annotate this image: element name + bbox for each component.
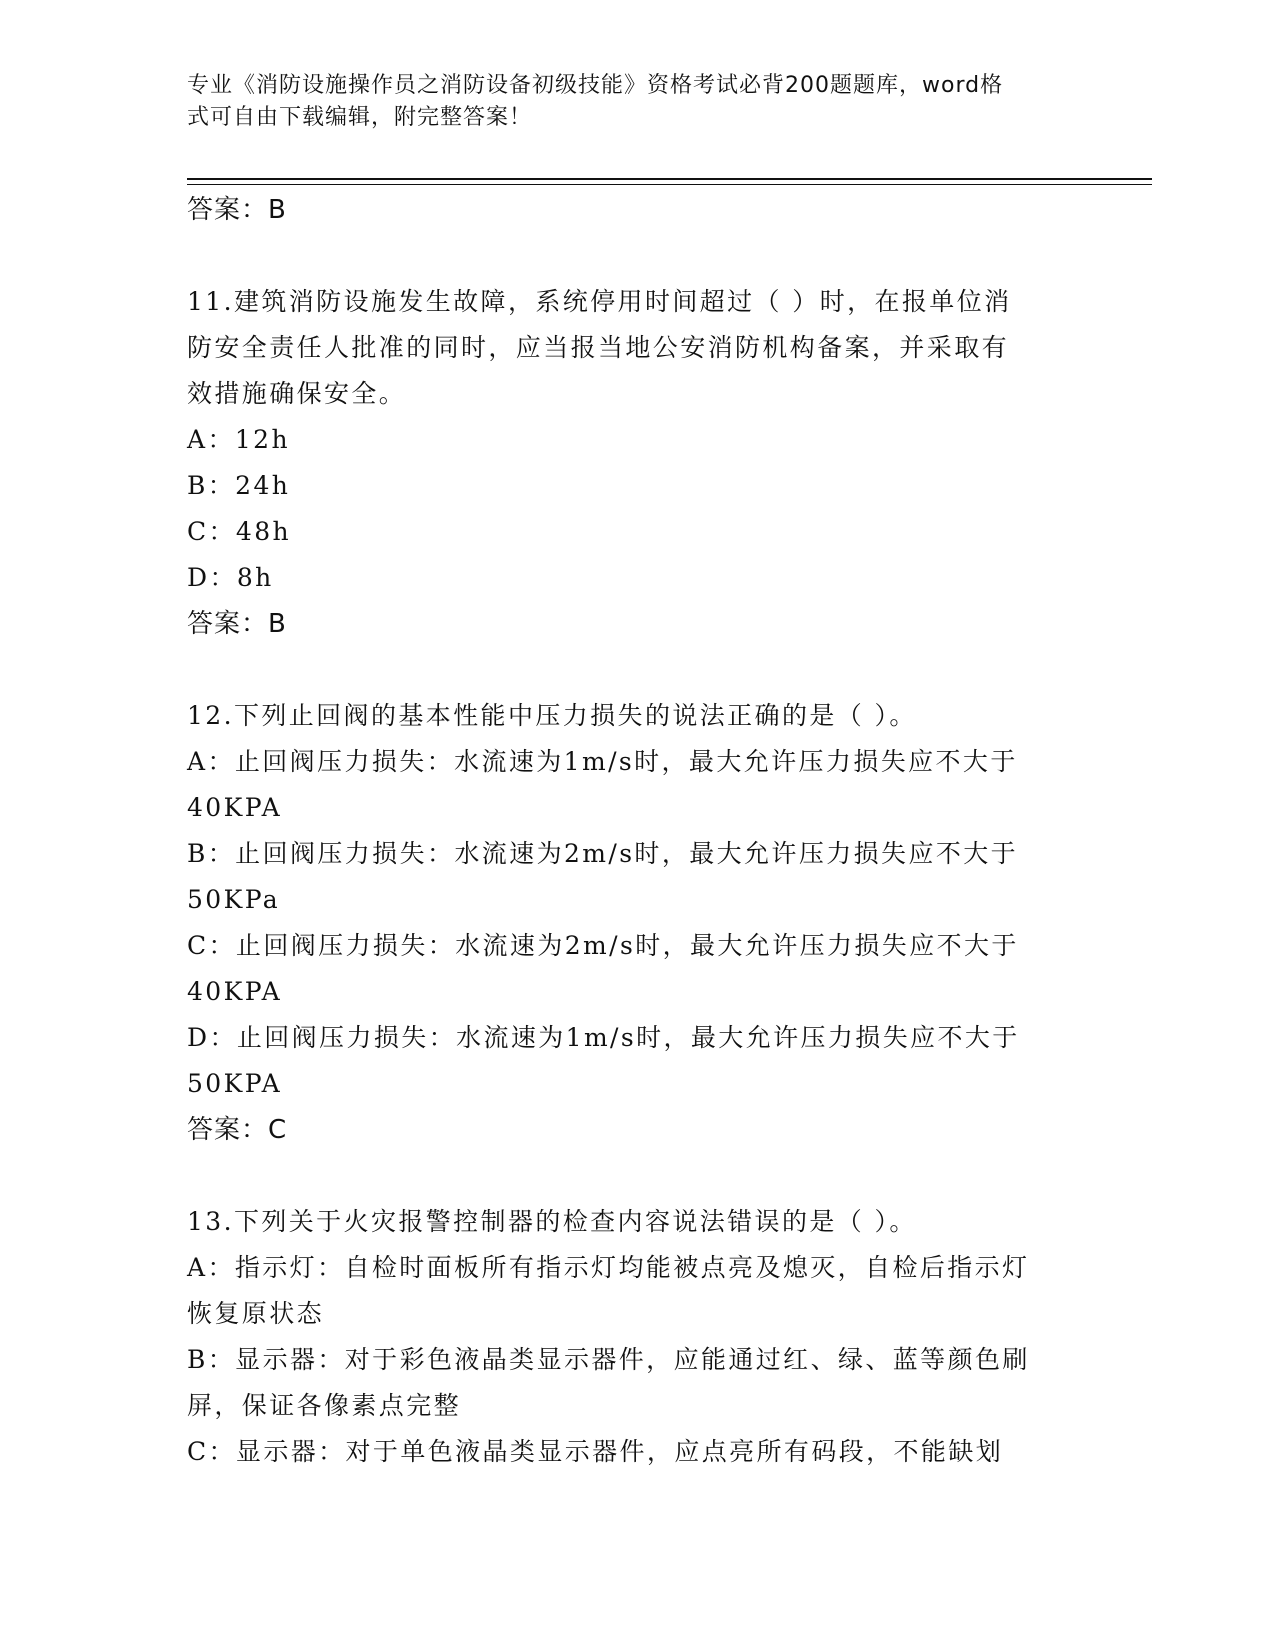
question-11-text-line-3: 效措施确保安全。 (187, 379, 407, 408)
question-12-option-d-line-1: D：止回阀压力损失：水流速为1m/s时，最大允许压力损失应不大于 (187, 1023, 1020, 1052)
question-13-text-line-1: 13.下列关于火灾报警控制器的检查内容说法错误的是（ ）。 (187, 1207, 917, 1236)
spacer (187, 233, 1087, 279)
question-12-option-a-line-2: 40KPA (187, 793, 283, 822)
question-11-answer: 答案：B (187, 609, 287, 639)
spacer (187, 1153, 1087, 1199)
question-12-option-b-line-1: B：止回阀压力损失：水流速为2m/s时，最大允许压力损失应不大于 (187, 839, 1019, 868)
question-11-option-d: D：8h (187, 563, 274, 592)
question-11-text-line-1: 11.建筑消防设施发生故障，系统停用时间超过（ ）时，在报单位消 (187, 287, 1012, 316)
question-12-option-c-line-1: C：止回阀压力损失：水流速为2m/s时，最大允许压力损失应不大于 (187, 931, 1019, 960)
spacer (187, 647, 1087, 693)
question-12-option-a-line-1: A：止回阀压力损失：水流速为1m/s时，最大允许压力损失应不大于 (187, 747, 1018, 776)
document-body (187, 187, 1087, 1475)
question-12-option-c-line-2: 40KPA (187, 977, 283, 1006)
question-12-option-b-line-2: 50KPa (187, 885, 281, 914)
question-13-option-c-line-1: C：显示器：对于单色液晶类显示器件，应点亮所有码段，不能缺划 (187, 1437, 1004, 1466)
header-rule-thick (187, 178, 1152, 180)
question-11-option-c: C：48h (187, 517, 292, 546)
question-11-text-line-2: 防安全责任人批准的同时，应当报当地公安消防机构备案，并采取有 (187, 333, 1010, 362)
question-13-option-a-line-2: 恢复原状态 (187, 1299, 325, 1328)
header-line-1: 专业《消防设施操作员之消防设备初级技能》资格考试必背200题题库，word格 (187, 73, 1004, 98)
question-11-option-a: A：12h (187, 425, 290, 454)
question-13 (187, 1199, 1087, 1475)
question-13-option-b-line-2: 屏，保证各像素点完整 (187, 1391, 462, 1420)
question-13-option-a-line-1: A：指示灯：自检时面板所有指示灯均能被点亮及熄灭，自检后指示灯 (187, 1253, 1030, 1282)
document-header (187, 70, 1087, 134)
question-12-text-line-1: 12.下列止回阀的基本性能中压力损失的说法正确的是（ ）。 (187, 701, 917, 730)
question-12-answer: 答案：C (187, 1115, 288, 1145)
question-11 (187, 279, 1087, 647)
question-13-option-b-line-1: B：显示器：对于彩色液晶类显示器件，应能通过红、绿、蓝等颜色刷 (187, 1345, 1030, 1374)
question-11-option-b: B：24h (187, 471, 291, 500)
question-12-option-d-line-2: 50KPA (187, 1069, 283, 1098)
question-12 (187, 693, 1087, 1153)
answer-previous: 答案：B (187, 195, 287, 225)
header-line-2: 式可自由下载编辑，附完整答案！ (187, 105, 533, 130)
header-rule-thin (187, 184, 1152, 185)
